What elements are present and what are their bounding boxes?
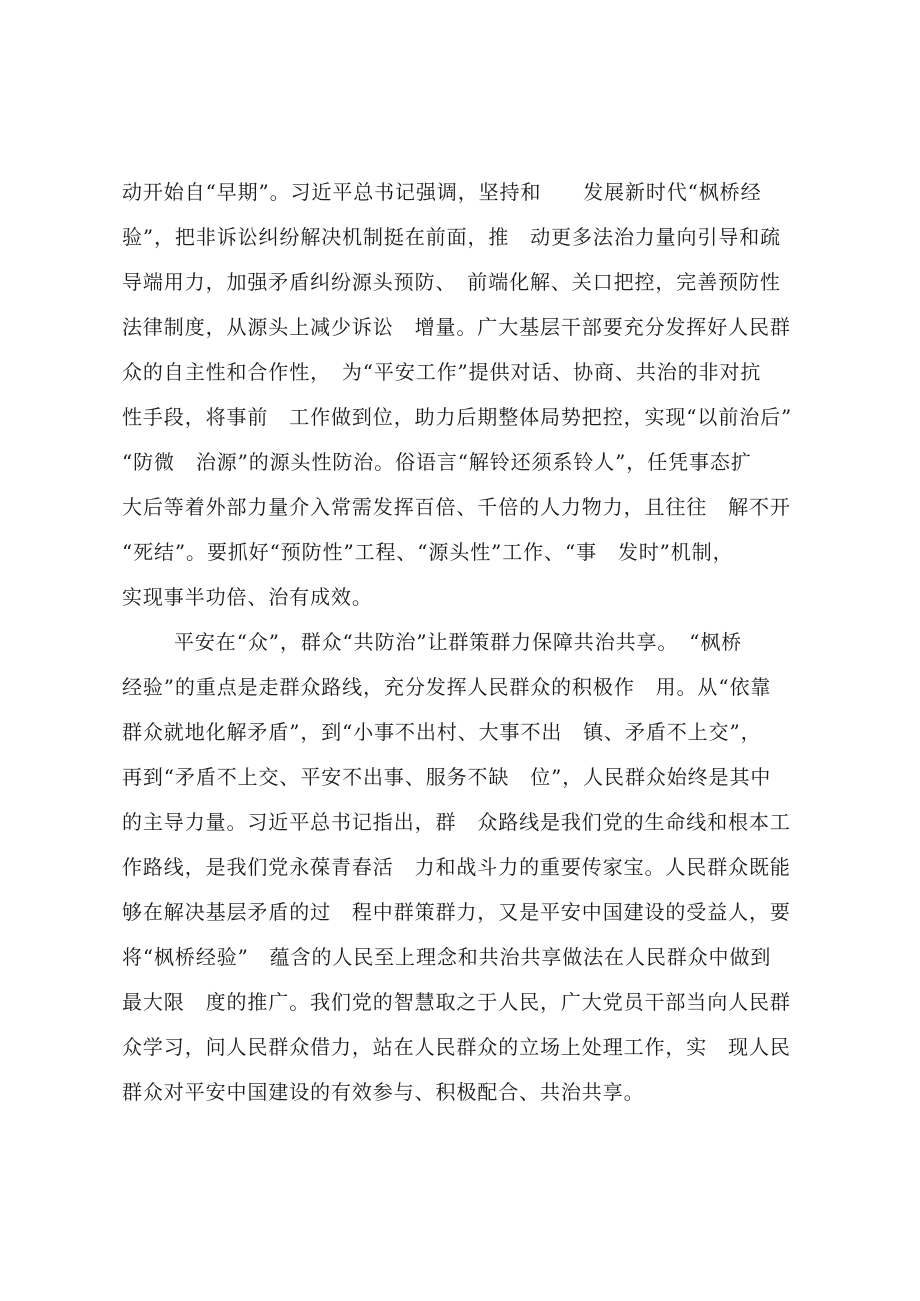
paragraph-1-line-4: 法律制度，从源头上减少诉讼 增量。广大基层干部要充分发挥好人民群 [122,315,791,339]
paragraph-2-line-8: 将“枫桥经验” 蕴含的人民至上理念和共治共享做法在人民群众中做到 [122,945,772,969]
paragraph-2-line-1: 平安在“众”，群众“共防治”让群策群力保障共治共享。 “枫桥 [174,630,743,654]
paragraph-1-line-1: 动开始自“早期”。习近平总书记强调，坚持和 发展新时代“枫桥经 [122,180,762,204]
paragraph-1-line-2: 验”，把非诉讼纠纷解决机制挺在前面，推 动更多法治力量向引导和疏 [122,225,782,249]
paragraph-1-line-8: 大后等着外部力量介入常需发挥百倍、千倍的人力物力，且往往 解不开 [122,495,791,519]
paragraph-1-line-10: 实现事半功倍、治有成效。 [122,585,373,609]
paragraph-1-line-7: “防微 治源”的源头性防治。俗语言“解铃还须系铃人”，任凭事态扩 [122,450,752,474]
paragraph-2-line-9: 最大限 度的推广。我们党的智慧取之于人民，广大党员干部当向人民群 [122,990,791,1014]
paragraph-2 [122,620,812,1115]
paragraph-1 [122,170,812,620]
paragraph-2-line-2: 经验”的重点是走群众路线，充分发挥人民群众的积极作 用。从“依靠 [122,675,772,699]
paragraph-1-line-6: 性手段，将事前 工作做到位，助力后期整体局势把控，实现“以前治后” [122,405,793,429]
paragraph-2-line-3: 群众就地化解矛盾”，到“小事不出村、大事不出 镇、矛盾不上交”， [122,720,762,744]
paragraph-2-line-4: 再到“矛盾不上交、平安不出事、服务不缺 位”，人民群众始终是其中 [122,765,772,789]
paragraph-1-line-9: “死结”。要抓好“预防性”工程、“源头性”工作、“事 发时”机制， [122,540,734,564]
paragraph-1-line-5: 众的自主性和合作性， 为“平安工作”提供对话、协商、共治的非对抗 [122,360,762,384]
paragraph-2-line-6: 作路线，是我们党永葆青春活 力和战斗力的重要传家宝。人民群众既能 [122,855,791,879]
paragraph-2-line-5: 的主导力量。习近平总书记指出，群 众路线是我们党的生命线和根本工 [122,810,791,834]
paragraph-2-line-7: 够在解决基层矛盾的过 程中群策群力，又是平安中国建设的受益人，要 [122,900,791,924]
paragraph-2-line-10: 众学习，问人民群众借力，站在人民群众的立场上处理工作，实 现人民 [122,1035,791,1059]
paragraph-1-line-3: 导端用力，加强矛盾纠纷源头预防、 前端化解、关口把控，完善预防性 [122,270,781,294]
paragraph-2-line-11: 群众对平安中国建设的有效参与、积极配合、共治共享。 [122,1080,645,1104]
